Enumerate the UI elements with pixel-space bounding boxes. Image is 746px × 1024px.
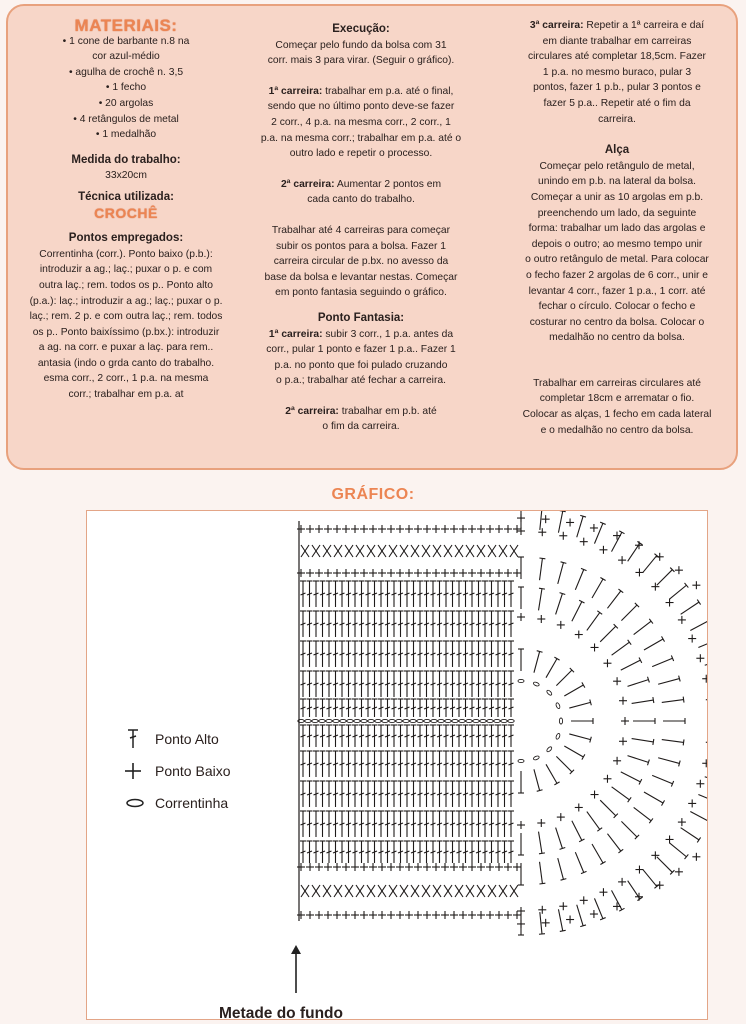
text-line: outra laç.; rem. todos os p.. Ponto alto [39, 279, 213, 291]
ponto-alto-symbol [621, 821, 637, 837]
correntinha-symbol [546, 746, 553, 753]
row-text: subir 3 corr., 1 p.a. antes da [322, 328, 454, 340]
ponto-alto-symbol [681, 828, 699, 840]
correntinha-symbol [375, 719, 381, 722]
ponto-alto-symbol [652, 775, 672, 783]
ponto-alto-symbol [534, 651, 540, 672]
ponto-alto-symbol [539, 588, 545, 589]
text-line: sendo que no último ponto deve-se fazer [267, 101, 455, 113]
text-line: cada canto do trabalho. [307, 194, 415, 206]
correntinha-symbol [347, 719, 353, 722]
correntinha-symbol [494, 719, 500, 722]
ponto-alto-symbol [539, 558, 545, 559]
execution-paragraph [250, 223, 472, 301]
execution-column [250, 18, 472, 435]
ponto-alto-symbol [681, 602, 699, 614]
correntinha-symbol [312, 719, 318, 722]
row-text: Repetir a 1ª carreira e daí [583, 20, 705, 31]
text-line [250, 327, 472, 343]
correntinha-symbol [368, 719, 374, 722]
ponto-alto-symbol [621, 772, 641, 782]
stitches-title: Pontos empregados: [68, 232, 184, 245]
ponto-alto-symbol [569, 734, 590, 740]
text-line: • 20 argolas [98, 97, 154, 109]
text-line: Trabalhar até 4 carreiras para começar [271, 224, 451, 236]
ponto-alto-symbol [634, 807, 651, 820]
legend-item-ponto-baixo [125, 755, 231, 787]
ponto-alto-symbol [540, 558, 543, 580]
ponto-alto-symbol [643, 869, 657, 886]
text-line: corr.; trabalhar em p.a. at [68, 389, 184, 401]
text-line: costurar no centro da bolsa. Colocar o [529, 316, 705, 328]
ponto-alto-symbol [556, 670, 572, 686]
fantasia-row-2 [250, 404, 472, 435]
text-line: forma: trabalhar um lado das argolas e [528, 223, 706, 235]
ponto-alto-symbol [558, 858, 564, 879]
legend-label: Correntinha [155, 795, 229, 811]
ponto-alto-symbol [690, 812, 707, 822]
execution-intro [250, 38, 472, 69]
correntinha-symbol [546, 689, 553, 696]
size-title: Medida do trabalho: [71, 153, 181, 166]
fantasia-row-1 [250, 327, 472, 389]
text-line: Trabalhar em carreiras circulares até [533, 377, 701, 389]
ponto-alto-symbol [657, 570, 673, 586]
text-line [250, 84, 472, 100]
ponto-alto-symbol [546, 659, 557, 678]
ponto-alto-symbol [539, 589, 542, 611]
text-line: Começar a unir as 10 argolas em p.b. [530, 191, 704, 203]
ponto-alto-symbol [698, 794, 707, 802]
ponto-alto-symbol [657, 857, 673, 873]
ponto-alto-symbol [594, 898, 602, 918]
ponto-alto-symbol [705, 659, 707, 665]
ponto-alto-symbol [628, 680, 649, 687]
ponto-alto-symbol [690, 620, 707, 630]
text-line [250, 177, 472, 193]
ponto-alto-symbol [539, 883, 545, 884]
ponto-alto-symbol [539, 853, 545, 854]
ponto-alto-symbol [572, 602, 582, 622]
row-text: trabalhar em p.b. até [338, 405, 437, 417]
ponto-baixo-icon [125, 761, 155, 781]
ponto-alto-symbol [597, 828, 602, 832]
text-line: 2 corr., 4 p.a. na mesma corr., 2 corr., 1 [271, 116, 451, 128]
correntinha-symbol [559, 718, 562, 724]
ponto-alto-symbol [697, 600, 700, 605]
text-line: o p.a.; trabalhar até fechar a carreira. [276, 375, 446, 387]
text-line: p.a. na mesma corr.; trabalhar em p.a. até o [260, 132, 462, 144]
chart-caption: Metade do fundo [219, 1005, 343, 1022]
correntinha-symbol [555, 702, 560, 709]
row-label: 2ª carreira: [280, 178, 335, 190]
ponto-alto-symbol [628, 881, 640, 899]
right-column [498, 18, 736, 438]
correntinha-symbol [319, 719, 325, 722]
text-line [498, 18, 736, 34]
ponto-alto-symbol [590, 699, 592, 705]
text-line: em ponto fantasia seguindo o gráfico. [275, 287, 447, 299]
ponto-alto-symbol [612, 642, 630, 655]
text-line: carreira. [598, 113, 636, 125]
text-line: p.a. no ponto que foi pulado cruzando [274, 359, 448, 371]
correntinha-symbol [459, 719, 465, 722]
correntinha-symbol [480, 719, 486, 722]
text-line: preenchendo um lado, da seguinte [537, 207, 697, 219]
text-line: depois o outro; ao mesmo tempo unir [531, 238, 703, 250]
ponto-alto-symbol [592, 844, 603, 863]
ponto-alto-symbol [546, 764, 557, 783]
text-line: carreira circular de p.bx. no avesso da [273, 256, 449, 268]
correntinha-symbol [424, 719, 430, 722]
ponto-alto-symbol [607, 834, 620, 851]
stitches-text [22, 247, 230, 403]
instructions-panel [6, 4, 738, 470]
ponto-alto-symbol [600, 626, 616, 642]
correntinha-symbol [361, 719, 367, 722]
text-line: cor azul-médio [92, 51, 160, 63]
text-line: medalhão no centro da bolsa. [549, 332, 685, 344]
ponto-alto-symbol [628, 797, 632, 802]
final-text [498, 376, 736, 438]
ponto-alto-symbol [658, 679, 679, 685]
ponto-alto-symbol [612, 787, 630, 800]
ponto-alto-symbol [662, 700, 684, 703]
text-line: corr. mais 3 para virar. (Seguir o gráfico). [267, 55, 455, 67]
arrow-up-icon [289, 945, 303, 993]
correntinha-symbol [452, 719, 458, 722]
correntinha-symbol [466, 719, 472, 722]
crochet-chart-frame [86, 510, 708, 1020]
ponto-alto-symbol [577, 516, 583, 537]
text-line: • 4 retângulos de metal [73, 113, 179, 125]
correntinha-symbol [305, 719, 311, 722]
ponto-alto-symbol [575, 852, 583, 872]
correntinha-symbol [333, 719, 339, 722]
text-line: Começar pelo retângulo de metal, [539, 160, 695, 172]
text-line: laç.; rem. 2 p. e com outra laç.; rem. todos [29, 311, 223, 323]
ponto-alto-symbol [628, 756, 649, 763]
text-line: base da bolsa e levantar nestas. Começar [264, 271, 458, 283]
legend-item-ponto-alto [125, 723, 231, 755]
ponto-alto-symbol [560, 930, 566, 931]
row-text: trabalhar em p.a. até o final, [322, 85, 454, 97]
ponto-alto-symbol [607, 591, 620, 608]
text-line: 1 p.a. no mesmo buraco, pular 3 [542, 66, 692, 78]
technique-value: CROCHÊ [94, 204, 158, 221]
correntinha-symbol [508, 719, 514, 722]
ponto-alto-symbol [560, 511, 566, 512]
ponto-alto-symbol [628, 543, 640, 561]
text-line: o fecho fazer 2 argolas de 6 corr., unir e [525, 269, 708, 281]
text-line: pontos, fazer 1 p.b., pular 3 pontos e [533, 82, 701, 94]
ponto-alto-symbol [637, 541, 642, 544]
row-label: 3ª carreira: [529, 20, 584, 31]
text-line: circulares até completar 18,5cm. Fazer [528, 51, 706, 63]
ponto-alto-symbol [653, 739, 654, 745]
ponto-alto-symbol [540, 862, 543, 884]
ponto-alto-icon [125, 729, 155, 749]
ponto-alto-symbol [628, 640, 632, 645]
ponto-alto-symbol [679, 761, 681, 767]
correntinha-symbol [431, 719, 437, 722]
correntinha-symbol [555, 733, 560, 740]
ponto-alto-symbol [561, 562, 567, 564]
ponto-alto-symbol [558, 909, 562, 931]
ponto-alto-symbol [637, 897, 642, 900]
ponto-alto-symbol [662, 740, 684, 743]
ponto-alto-symbol [597, 611, 602, 615]
legend-label: Ponto Alto [155, 731, 219, 747]
ponto-alto-symbol [537, 790, 543, 792]
text-line: esma corr., 2 corr., 1 p.a. na mesma [43, 373, 209, 385]
ponto-alto-symbol [561, 879, 567, 881]
legend-label: Ponto Baixo [155, 763, 231, 779]
text-line: outro lado e repetir o processo. [289, 148, 433, 160]
materials-column [22, 18, 230, 403]
execution-title: Execução: [332, 23, 390, 35]
ponto-alto-symbol [537, 651, 543, 653]
execution-row-3 [498, 18, 736, 127]
execution-row-1 [250, 84, 472, 162]
ponto-alto-symbol [683, 697, 684, 703]
ponto-alto-symbol [540, 912, 542, 934]
correntinha-symbol [340, 719, 346, 722]
text-line: subir os pontos para a bolsa. Fazer 1 [276, 240, 446, 252]
ponto-alto-symbol [644, 792, 663, 803]
ponto-alto-symbol [572, 821, 582, 841]
ponto-alto-symbol [590, 737, 592, 743]
materials-title: MATERIAIS: [74, 16, 178, 35]
correntinha-symbol [533, 755, 540, 760]
ponto-alto-symbol [600, 800, 616, 816]
ponto-alto-symbol [697, 837, 700, 842]
ponto-alto-symbol [621, 660, 641, 670]
text-line: levantar 4 corr., fazer 1 p.a., 1 corr. até [528, 285, 706, 297]
alca-text [498, 159, 736, 346]
text-line: completar 18cm e arrematar o fio. [539, 393, 695, 405]
text-line: os p.. Ponto baixíssimo (p.bx.): introduzir [32, 326, 220, 338]
ponto-alto-symbol [658, 758, 679, 764]
correntinha-symbol [396, 719, 402, 722]
row-text: Aumentar 2 pontos em [334, 178, 442, 190]
correntinha-icon [125, 793, 155, 813]
row-label: 1ª carreira: [268, 328, 323, 340]
ponto-alto-symbol [652, 658, 672, 666]
text-line: • 1 cone de barbante n.8 na [62, 35, 190, 47]
legend-item-correntinha [125, 787, 231, 819]
correntinha-symbol [354, 719, 360, 722]
ponto-alto-symbol [587, 613, 600, 631]
text-line: em diante trabalhar em carreiras [542, 35, 692, 47]
chart-legend [125, 723, 231, 819]
correntinha-symbol [326, 719, 332, 722]
text-line: a ag. na corr. e puxar a laç. para rem.. [38, 342, 214, 354]
alca-title: Alça [604, 144, 630, 157]
text-line: Começar pelo fundo da bolsa com 31 [275, 39, 447, 51]
text-line: • agulha de crochê n. 3,5 [68, 66, 184, 78]
ponto-alto-symbol [705, 777, 707, 783]
ponto-alto-symbol [569, 702, 590, 708]
ponto-alto-symbol [621, 605, 637, 621]
ponto-alto-symbol [575, 569, 583, 589]
text-line: o outro retângulo de metal. Para colocar [525, 254, 709, 266]
ponto-alto-symbol [632, 739, 654, 742]
text-line: Colocar as alças, 1 fecho em cada lateral [522, 409, 712, 421]
ponto-alto-symbol [643, 556, 657, 573]
execution-row-2 [250, 177, 472, 208]
correntinha-symbol [417, 719, 423, 722]
ponto-alto-symbol [577, 905, 583, 926]
correntinha-symbol [438, 719, 444, 722]
correntinha-symbol [382, 719, 388, 722]
correntinha-symbol [389, 719, 395, 722]
correntinha-symbol [473, 719, 479, 722]
ponto-alto-symbol [539, 934, 545, 935]
text-line: fechar o círculo. Colocar o fecho e [538, 301, 696, 313]
ponto-alto-symbol [644, 639, 663, 650]
ponto-alto-symbol [653, 697, 654, 703]
ponto-alto-symbol [558, 511, 562, 533]
correntinha-symbol [518, 759, 524, 762]
text-line: introduzir a ag.; laç.; puxar o p. e com [39, 264, 213, 276]
ponto-alto-symbol [539, 832, 542, 854]
ponto-alto-symbol [564, 685, 583, 696]
ponto-alto-symbol [556, 828, 563, 849]
text-line: o fim da carreira. [322, 421, 400, 433]
correntinha-symbol [518, 679, 524, 682]
ponto-alto-symbol [632, 700, 654, 703]
ponto-alto-symbol [587, 812, 600, 830]
text-line: (p.a.): laç.; introduzir a ag.; laç.; puxar o p. [29, 295, 223, 307]
correntinha-symbol [403, 719, 409, 722]
row-label: 1ª carreira: [268, 85, 323, 97]
ponto-alto-symbol [669, 843, 686, 857]
text-line: antasia (indo o grda canto do trabalho. [37, 357, 215, 369]
text-line: • 1 fecho [105, 82, 147, 94]
fantasia-title: Ponto Fantasia: [317, 311, 405, 324]
correntinha-symbol [501, 719, 507, 722]
correntinha-symbol [487, 719, 493, 722]
ponto-alto-symbol [679, 676, 681, 682]
ponto-alto-symbol [564, 746, 583, 757]
materials-list [22, 34, 230, 143]
text-line: unindo em p.b. na lateral da bolsa. [538, 176, 696, 188]
ponto-alto-symbol [540, 511, 542, 530]
ponto-alto-symbol [683, 739, 684, 745]
text-line: • 1 medalhão [95, 129, 157, 141]
ponto-alto-symbol [556, 756, 572, 772]
ponto-alto-symbol [556, 594, 563, 615]
text-line [250, 404, 472, 420]
text-line: fazer 5 p.a.. Repetir até o fim da [543, 97, 691, 109]
size-value: 33x20cm [105, 170, 147, 182]
ponto-alto-symbol [594, 523, 602, 543]
ponto-alto-symbol [592, 579, 603, 598]
ponto-alto-symbol [534, 769, 540, 790]
ponto-alto-symbol [669, 585, 686, 599]
correntinha-symbol [533, 681, 540, 686]
row-label: 2ª carreira: [285, 405, 339, 417]
correntinha-symbol [445, 719, 451, 722]
correntinha-symbol [410, 719, 416, 722]
ponto-alto-symbol [698, 639, 707, 647]
ponto-alto-symbol [558, 563, 564, 584]
chart-section-title: GRÁFICO: [331, 486, 415, 503]
ponto-alto-symbol [634, 621, 651, 634]
text-line: e o medalhão no centro da bolsa. [540, 424, 694, 436]
text-line: Correntinha (corr.). Ponto baixo (p.b.): [39, 248, 213, 260]
technique-title: Técnica utilizada: [78, 190, 174, 203]
text-line: corr., pular 1 ponto e fazer 1 p.a.. Fazer 1 [266, 344, 456, 356]
